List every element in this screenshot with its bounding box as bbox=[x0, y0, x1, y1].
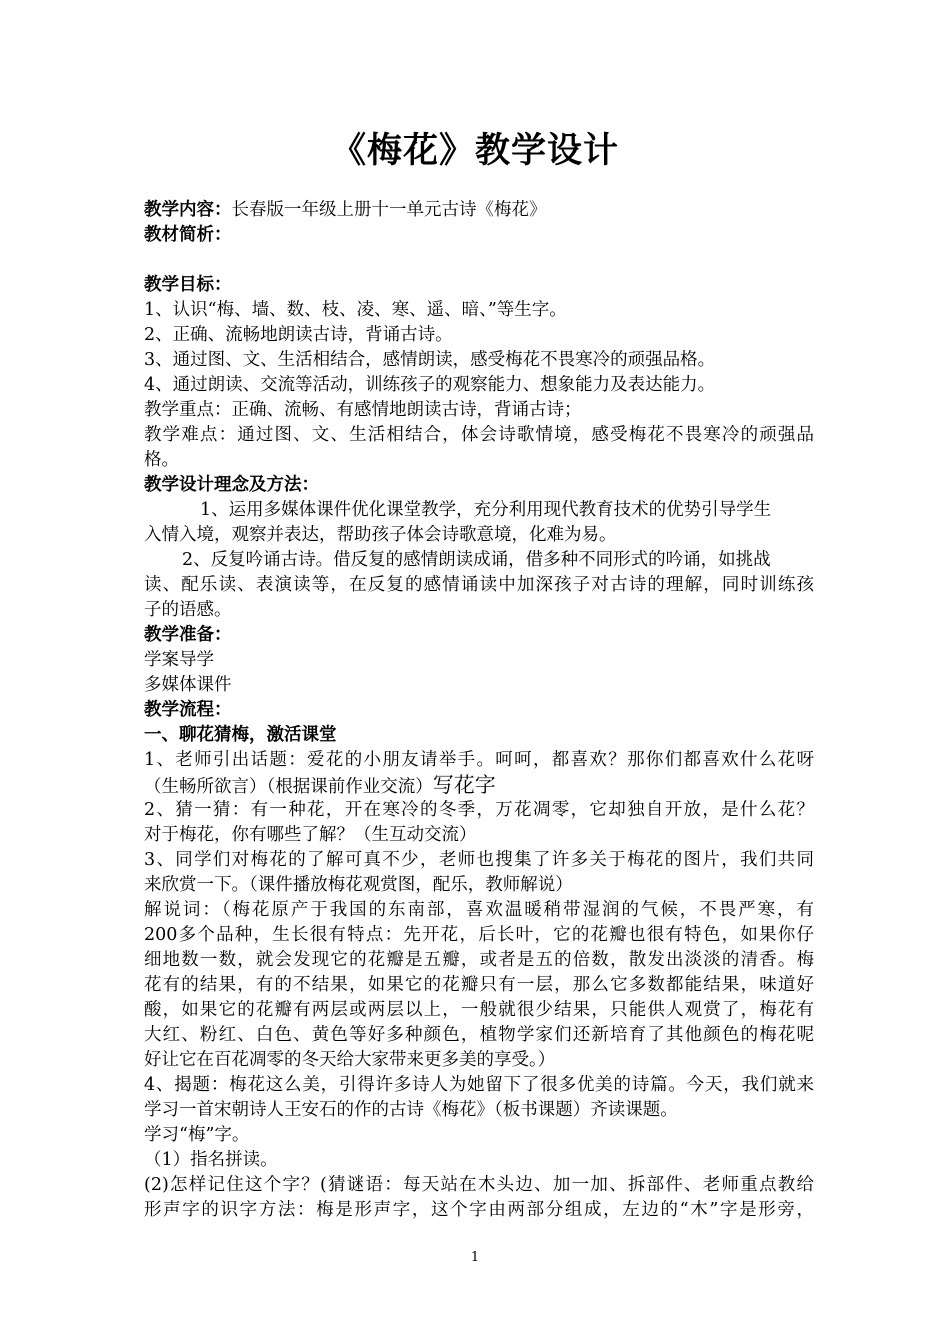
analysis-label: 教材简析： bbox=[144, 225, 232, 245]
goal-item: 1、认识“梅、墙、数、枝、凌、寒、遥、暗、”等生字。 bbox=[144, 300, 567, 320]
step-line: 形声字的识字方法：梅是形声字，这个字由两部分组成，左边的“木”字是形旁， bbox=[144, 1200, 814, 1220]
method-line: 读、配乐读、表演读等，在反复的感情诵读中加深孩子对古诗的理解，同时训练孩 bbox=[144, 575, 814, 595]
content-value: 长春版一年级上册十一单元古诗《梅花》 bbox=[231, 200, 547, 220]
goal-item: 4、通过朗读、交流等活动，训练孩子的观察能力、想象能力及表达能力。 bbox=[144, 375, 716, 395]
step-line: (2)怎样记住这个字？(猜谜语：每天站在木头边、加一加、拆部件、老师重点教给 bbox=[144, 1175, 814, 1195]
narration-line: 酸，如果它的花瓣有两层或两层以上，一般就很少结果，只能供人观赏了，梅花有 bbox=[144, 1000, 814, 1020]
difficulty-line: 教学难点：通过图、文、生活相结合，体会诗歌情境，感受梅花不畏寒冷的顽强品 bbox=[144, 425, 814, 445]
method-line: 子的语感。 bbox=[144, 600, 232, 620]
paragraph-text: （生畅所欲言）（根据课前作业交流） bbox=[144, 777, 433, 797]
flow-heading: 教学流程： bbox=[144, 700, 232, 720]
narration-line: 大红、粉红、白色、黄色等好多种颜色，植物学家们还新培育了其他颜色的梅花呢 bbox=[144, 1025, 814, 1045]
method-line: 1、运用多媒体课件优化课堂教学，充分利用现代教育技术的优势引导学生 bbox=[200, 500, 772, 520]
method-line: 入情入境，观察并表达，帮助孩子体会诗歌意境，化难为易。 bbox=[144, 525, 617, 545]
write-flower-note: 写花字 bbox=[432, 773, 496, 797]
goal-item: 2、正确、流畅地朗读古诗，背诵古诗。 bbox=[144, 325, 453, 345]
narration-line: 细地数一数，就会发现它的花瓣是五瓣，或者是五的倍数，散发出淡淡的清香。梅 bbox=[144, 950, 814, 970]
document-title: 《梅花》教学设计 bbox=[330, 131, 619, 171]
paragraph-line: 学习“梅”字。 bbox=[144, 1125, 250, 1145]
goal-item: 3、通过图、文、生活相结合，感情朗读，感受梅花不畏寒冷的顽强品格。 bbox=[144, 350, 716, 370]
goals-heading: 教学目标： bbox=[144, 275, 232, 295]
step-line: （1）指名拼读。 bbox=[144, 1150, 278, 1170]
paragraph-line: 3、同学们对梅花的了解可真不少，老师也搜集了许多关于梅花的图片，我们共同 bbox=[144, 850, 814, 870]
paragraph-line: 1、老师引出话题：爱花的小朋友请举手。呵呵，都喜欢？那你们都喜欢什么花呀 bbox=[144, 750, 814, 770]
document-body bbox=[144, 198, 814, 1223]
method-line: 2、反复吟诵古诗。借反复的感情朗读成诵，借多种不同形式的吟诵，如挑战 bbox=[182, 550, 771, 570]
method-heading: 教学设计理念及方法： bbox=[144, 475, 319, 495]
blank-line bbox=[144, 248, 814, 273]
paragraph-line bbox=[144, 773, 814, 798]
paragraph-line: 学习一首宋朝诗人王安石的作的古诗《梅花》（板书课题）齐读课题。 bbox=[144, 1100, 678, 1120]
paragraph-line: 4、揭题：梅花这么美，引得许多诗人为她留下了很多优美的诗篇。今天，我们就来 bbox=[144, 1075, 814, 1095]
page-number: 1 bbox=[470, 1250, 480, 1265]
prep-heading: 教学准备： bbox=[144, 625, 232, 645]
difficulty-line: 格。 bbox=[144, 450, 179, 470]
prep-item: 学案导学 bbox=[144, 650, 214, 670]
narration-line: 200多个品种，生长很有特点：先开花，后长叶，它的花瓣也很有特色，如果你仔 bbox=[144, 925, 814, 945]
narration-line: 解说词：（梅花原产于我国的东南部，喜欢温暖稍带湿润的气候，不畏严寒，有 bbox=[144, 900, 814, 920]
narration-line: 好让它在百花凋零的冬天给大家带来更多美的享受。） bbox=[144, 1050, 556, 1070]
content-label: 教学内容： bbox=[144, 200, 232, 220]
key-point: 教学重点：正确、流畅、有感情地朗读古诗，背诵古诗； bbox=[144, 400, 582, 420]
paragraph-line: 来欣赏一下。（课件播放梅花观赏图，配乐，教师解说） bbox=[144, 875, 573, 895]
paragraph-line: 2、猜一猜：有一种花，开在寒冷的冬季，万花凋零，它却独自开放，是什么花？ bbox=[144, 800, 814, 820]
content-line bbox=[144, 198, 814, 223]
section-heading: 一、聊花猜梅，激活课堂 bbox=[144, 725, 337, 745]
narration-line: 花有的结果，有的不结果，如果它的花瓣只有一层，那么它多数都能结果，味道好 bbox=[144, 975, 814, 995]
prep-item: 多媒体课件 bbox=[144, 675, 232, 695]
paragraph-line: 对于梅花，你有哪些了解？（生互动交流） bbox=[144, 825, 477, 845]
